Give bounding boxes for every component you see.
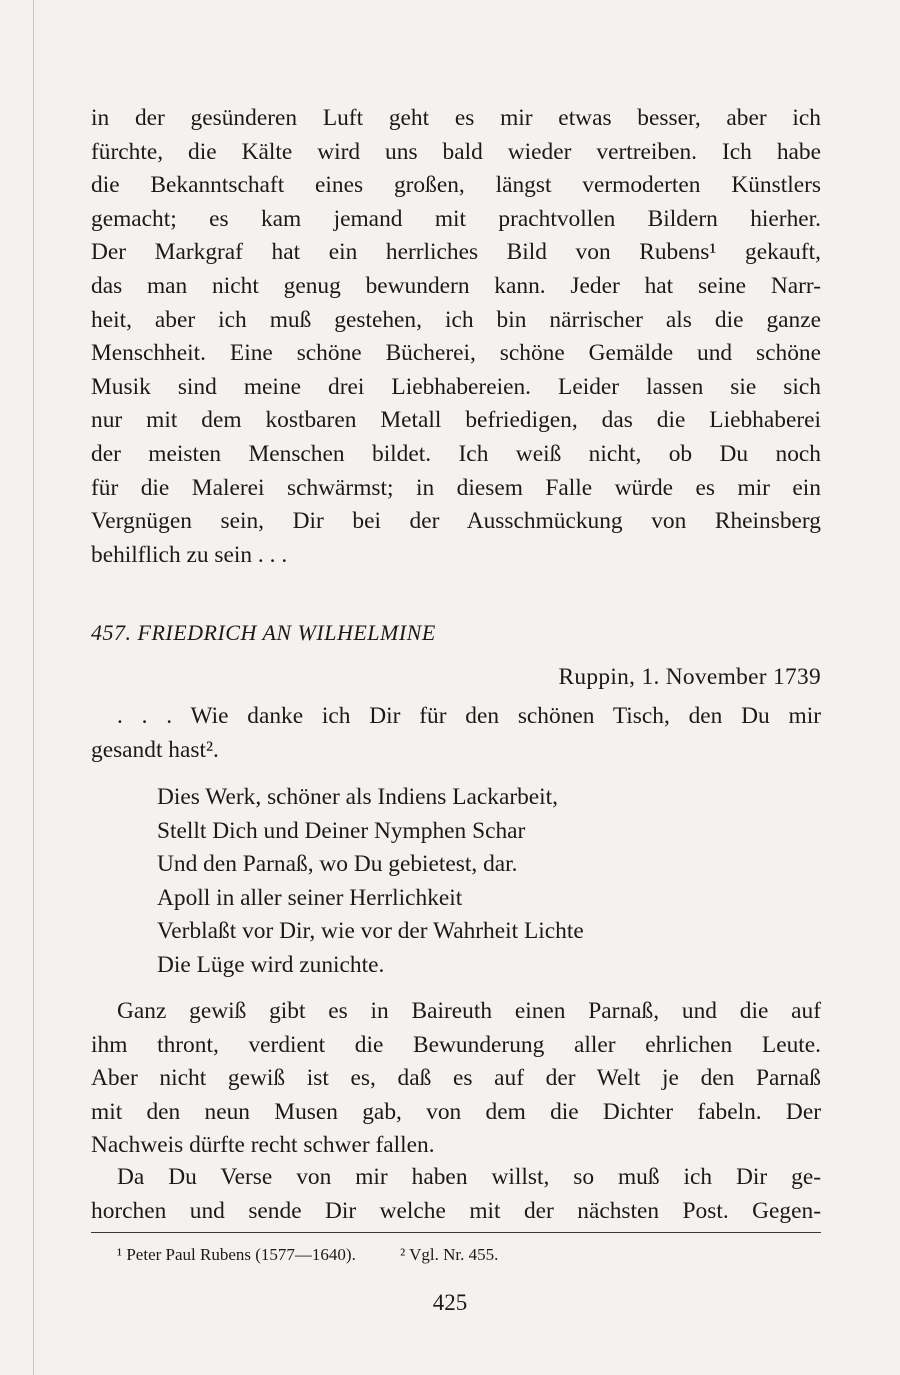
- text-line: mit den neun Musen gab, von dem die Dichter fabeln. Der: [91, 1098, 821, 1125]
- text-line: Menschheit. Eine schöne Bücherei, schöne Gemälde und schöne: [91, 340, 821, 367]
- paragraph-2: [91, 995, 821, 1163]
- letter-dateline: Ruppin, 1. November 1739: [558, 664, 821, 690]
- page-edge-line: [33, 0, 34, 1375]
- text-line: horchen und sende Dir welche mit der nächsten Post. Gegen-: [91, 1197, 821, 1224]
- paragraph-1: [91, 102, 821, 572]
- text-line: Ganz gewiß gibt es in Baireuth einen Parnaß, und die auf: [117, 998, 821, 1024]
- text-line: Vergnügen sein, Dir bei der Ausschmückung von Rheinsberg: [91, 508, 821, 535]
- text-line: gesandt hast².: [91, 736, 219, 763]
- poem-line: Dies Werk, schöner als Indiens Lackarbeit,: [157, 784, 559, 810]
- poem-line: Und den Parnaß, wo Du gebietest, dar.: [157, 851, 518, 878]
- letter-heading: 457. FRIEDRICH AN WILHELMINE: [91, 620, 436, 645]
- text-line: Da Du Verse von mir haben willst, so muß ich Dir ge-: [117, 1164, 821, 1190]
- poem-line: Stellt Dich und Deiner Nymphen Schar: [157, 817, 526, 844]
- footnotes: [117, 1245, 498, 1265]
- text-line: Der Markgraf hat ein herrliches Bild von Rubens¹ gekauft,: [91, 239, 821, 266]
- paragraph-3: [91, 1161, 821, 1228]
- text-line: ihm thront, verdient die Bewunderung aller ehrlichen Leute.: [91, 1031, 821, 1058]
- poem-line: Apoll in aller seiner Herrlichkeit: [157, 884, 463, 911]
- text-line: fürchte, die Kälte wird uns bald wieder vertreiben. Ich habe: [91, 138, 821, 165]
- footnote-divider: [91, 1232, 821, 1233]
- text-line: Musik sind meine drei Liebhabereien. Leider lassen sie sich: [91, 373, 821, 400]
- text-line: heit, aber ich muß gestehen, ich bin närrischer als die ganze: [91, 306, 821, 333]
- text-line: das man nicht genug bewundern kann. Jeder hat seine Narr-: [91, 272, 821, 299]
- footnote-2: ² Vgl. Nr. 455.: [400, 1245, 499, 1264]
- text-line: nur mit dem kostbaren Metall befriedigen, das die Liebhaberei: [91, 407, 821, 434]
- footnote-1: ¹ Peter Paul Rubens (1577—1640).: [117, 1245, 356, 1264]
- text-line: Nachweis dürfte recht schwer fallen.: [91, 1132, 435, 1159]
- page-number: 425: [432, 1290, 468, 1315]
- text-line: . . . Wie danke ich Dir für den schönen Tisch, den Du mir: [117, 703, 821, 729]
- poem-line: Verblaßt vor Dir, wie vor der Wahrheit Lichte: [157, 918, 584, 945]
- text-line: Aber nicht gewiß ist es, daß es auf der Welt je den Parnaß: [91, 1065, 821, 1092]
- text-line: gemacht; es kam jemand mit prachtvollen Bildern hierher.: [91, 205, 821, 232]
- text-line: in der gesünderen Luft geht es mir etwas besser, aber ich: [91, 105, 821, 131]
- text-line: für die Malerei schwärmst; in diesem Falle würde es mir ein: [91, 474, 821, 501]
- text-line: der meisten Menschen bildet. Ich weiß nicht, ob Du noch: [91, 440, 821, 467]
- poem-line: Die Lüge wird zunichte.: [157, 951, 385, 978]
- letter-opening: [91, 700, 821, 767]
- text-line: behilflich zu sein . . .: [91, 541, 288, 568]
- poem: [157, 781, 584, 983]
- text-line: die Bekanntschaft eines großen, längst vermoderten Künstlers: [91, 172, 821, 199]
